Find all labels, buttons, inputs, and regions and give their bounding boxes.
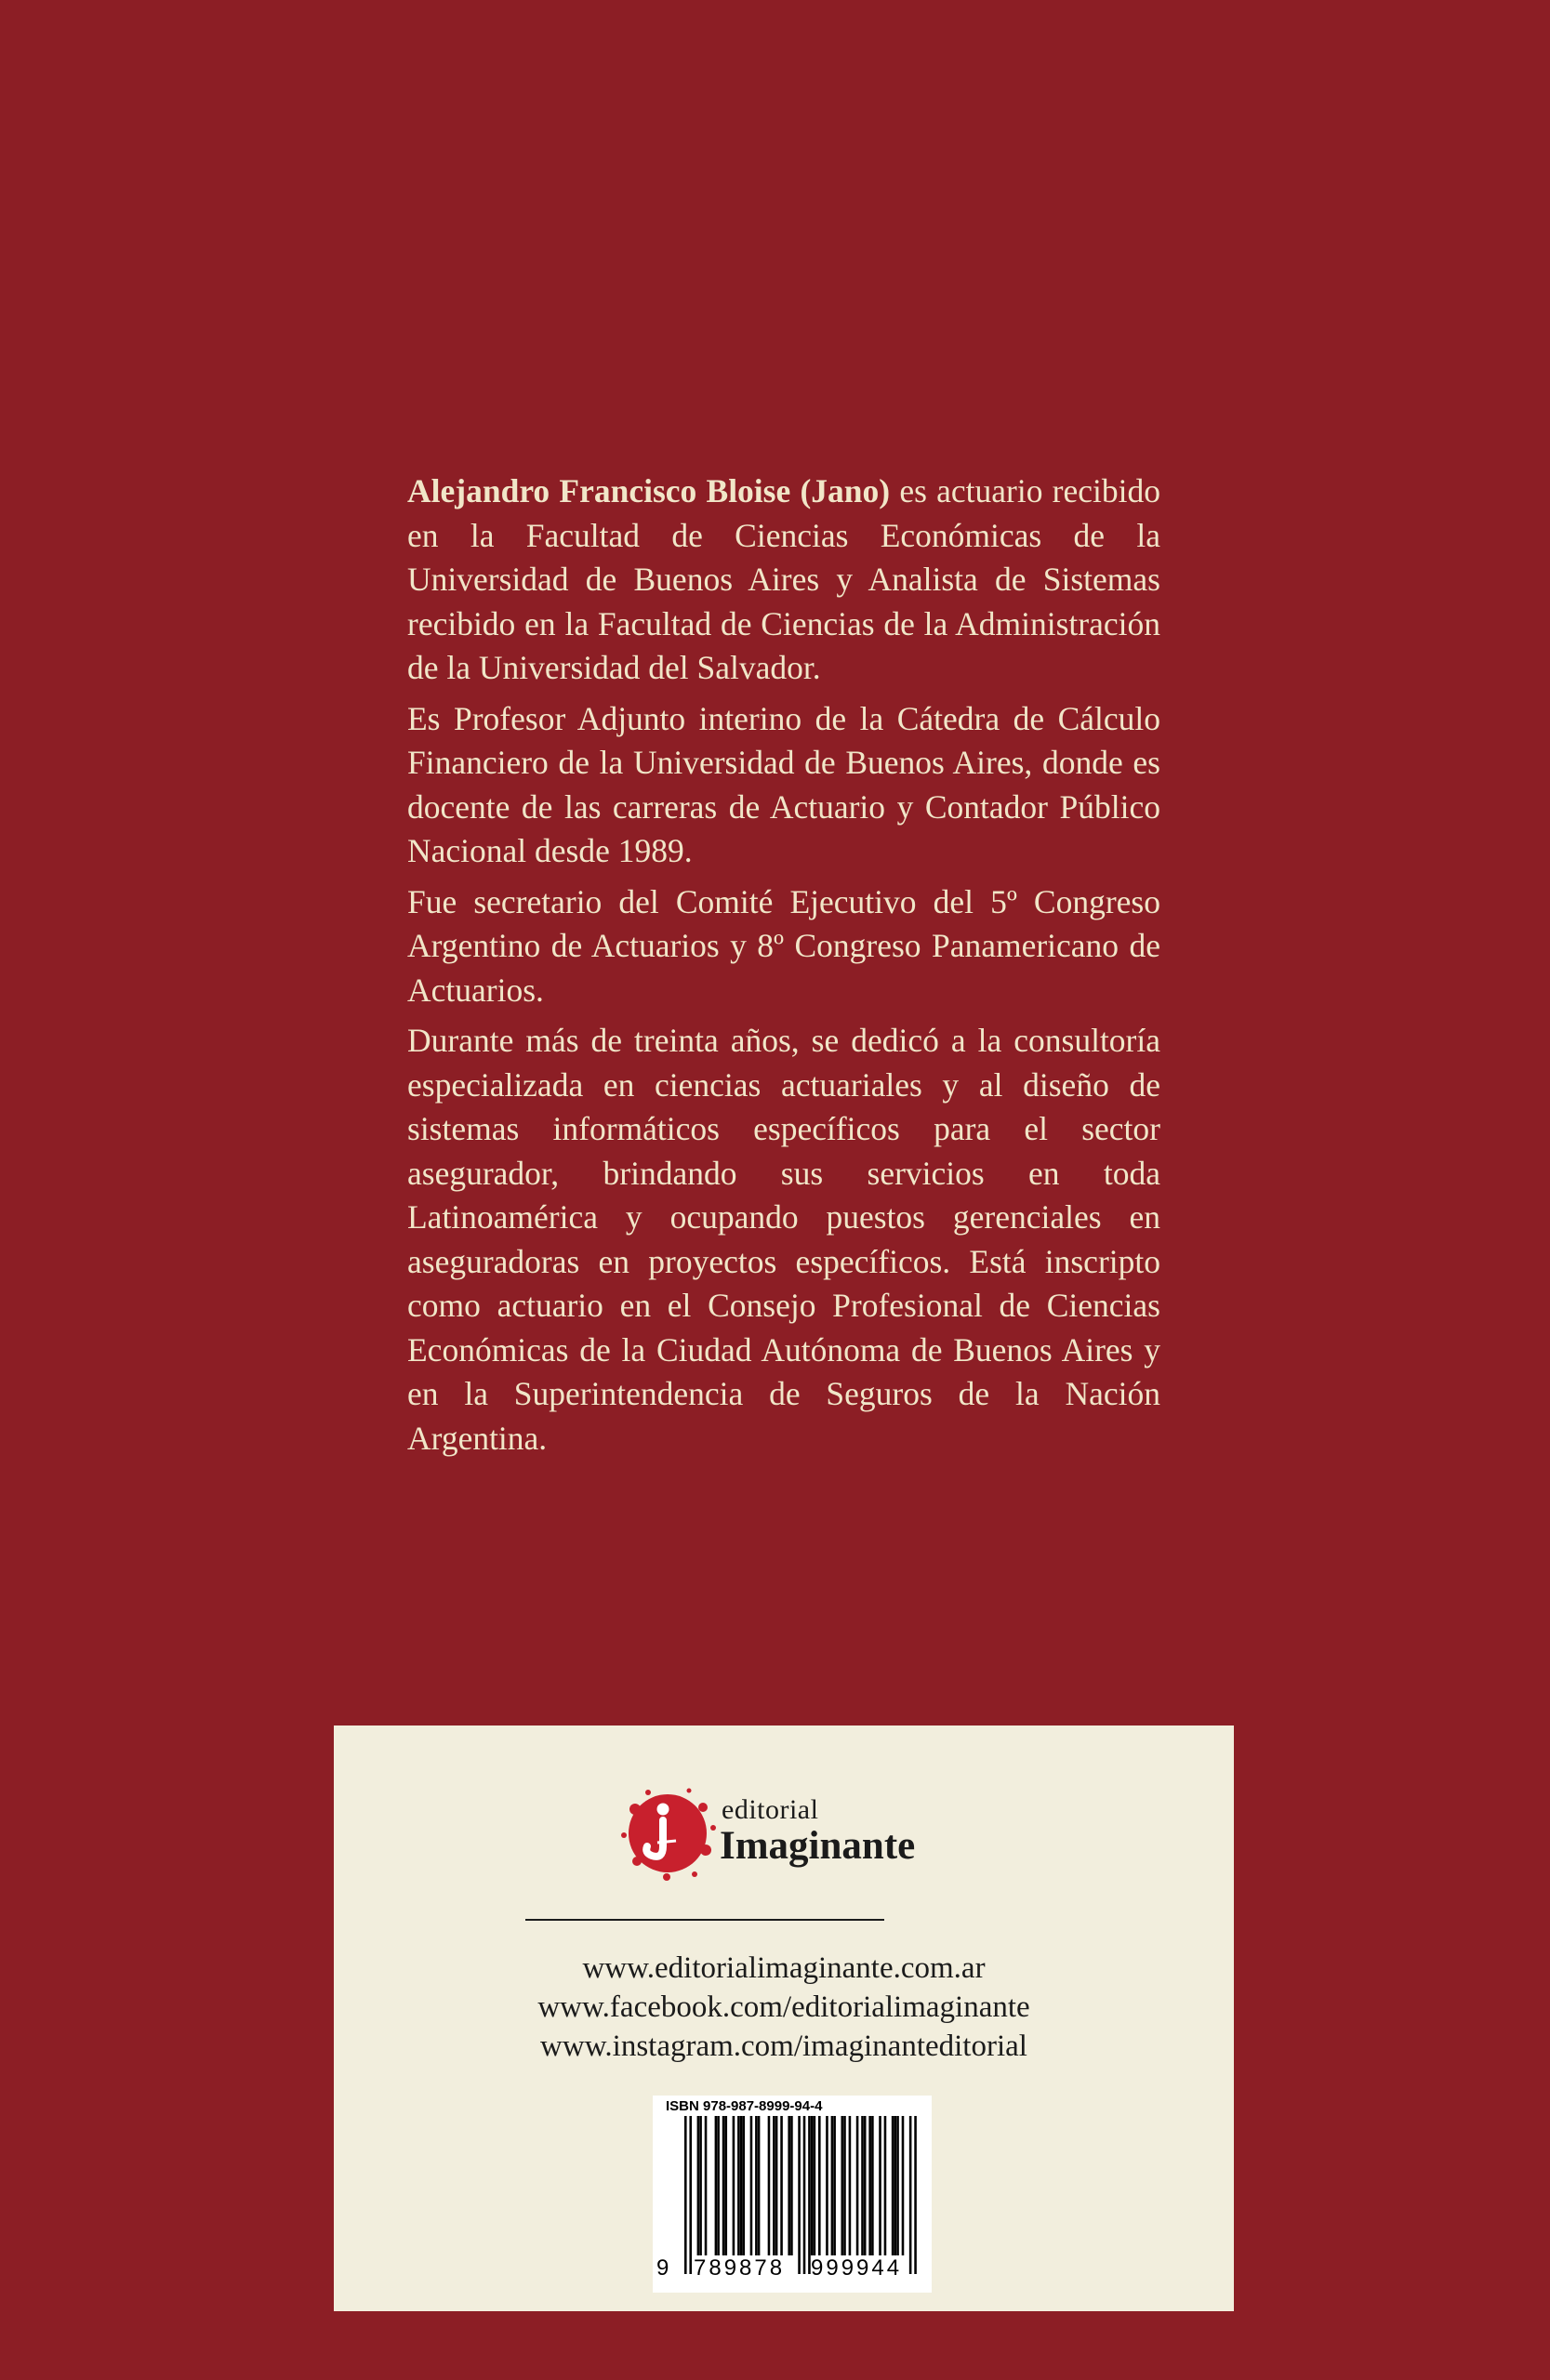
barcode-bar [884,2116,887,2255]
bio-paragraph-4: Durante más de treinta años, se dedicó a la consultoría especializada en ciencias actuariales y al diseño de sistemas informáticos específicos para el sector asegurador, brindando sus servicios en toda Latinoamérica y ocupando puestos gerenciales en aseguradoras en proyectos específicos. Está inscripto como actuario en el Consejo Profesional de Ciencias Económicas de la Ciudad Autónoma de Buenos Aires y en la Superintendencia de Seguros de la Nación Argentina. [407,1022,1160,1457]
barcode-bar [808,2116,811,2274]
barcode-bar [811,2116,814,2255]
barcode-bar [849,2116,852,2255]
barcode-bar [689,2116,692,2274]
barcode-bar [831,2116,834,2255]
bio-paragraph-1 [407,469,1160,691]
barcode-bar [814,2116,816,2255]
barcode-bar [743,2116,746,2255]
website-link[interactable]: www.editorialimaginante.com.ar [582,1951,986,1985]
barcode-bar [750,2116,753,2255]
barcode-bar [775,2116,778,2255]
barcode-digits-right: 999944 [811,2255,903,2281]
barcode-bar [841,2116,843,2255]
barcode-bar [699,2116,702,2255]
bio-paragraph-1-text: es actuario recibido en la Facultad de Ciencias Económicas de la Universidad de Buenos Aires y Analista de Sistemas recibido en la Facultad de Ciencias de la Administración de la Universidad del Salvador. [407,472,1160,686]
barcode-bar [722,2116,725,2255]
barcode-bar [724,2116,727,2255]
isbn-label: ISBN 978-987-8999-94-4 [666,2098,823,2114]
author-bio [407,469,1160,1467]
barcode-bar [843,2116,846,2255]
barcode-bar [733,2116,735,2255]
barcode-bar [803,2116,806,2274]
bio-paragraph-2: Es Profesor Adjunto interino de la Cátedra de Cálculo Financiero de la Universidad de Buenos Aires, donde es docente de las carreras de Actuario y Contador Público Nacional desde 1989. [407,699,1160,869]
barcode-bar [684,2116,687,2274]
barcode-bar [902,2116,905,2255]
barcode-bar [717,2116,720,2255]
barcode-bar [833,2116,836,2255]
barcode-bar [909,2116,912,2274]
barcode-bar [740,2116,743,2255]
barcode-bar [788,2116,790,2255]
barcode-bar [861,2116,864,2255]
barcode-bar [868,2116,871,2255]
barcode-bar [705,2116,708,2255]
barcode-bar [768,2116,771,2255]
logo-text-editorial: editorial [722,1794,819,1825]
isbn-barcode [653,2096,932,2293]
barcode-bar [790,2116,793,2255]
barcode-digit-first: 9 [656,2255,669,2281]
barcode-bar [758,2116,761,2255]
barcode-bar [697,2116,700,2255]
barcode-bar [798,2116,801,2274]
logo-text-imaginante: Imaginante [720,1824,916,1868]
barcode-bar [892,2116,894,2255]
barcode-bar [856,2116,859,2255]
barcode-bar [755,2116,758,2255]
barcode-bar [914,2116,917,2274]
barcode-bar [894,2116,897,2255]
author-name: Alejandro Francisco Bloise (Jano) [407,472,891,509]
barcode-digits-left: 789878 [694,2255,786,2281]
barcode-bar [737,2116,740,2255]
publisher-links [334,1949,1234,2066]
barcode-bar [896,2116,899,2255]
barcode-bar [818,2116,821,2255]
barcode-bar [780,2116,783,2255]
ink-splash-i-icon [616,1781,719,1885]
publisher-logo [616,1781,960,1885]
barcode-bar [773,2116,775,2255]
barcode-bar [871,2116,874,2255]
barcode-bar [826,2116,828,2255]
bio-paragraph-3: Fue secretario del Comité Ejecutivo del 5º Congreso Argentino de Actuarios y 8º Congreso Panamericano de Actuarios. [407,882,1160,1009]
facebook-link[interactable]: www.facebook.com/editorialimaginante [537,1990,1030,2024]
publisher-panel [334,1726,1234,2311]
barcode-bar [864,2116,867,2255]
instagram-link[interactable]: www.instagram.com/imaginanteditorial [540,2030,1027,2063]
divider [525,1919,884,1921]
barcode-bar [879,2116,881,2255]
barcode-bar [715,2116,718,2255]
